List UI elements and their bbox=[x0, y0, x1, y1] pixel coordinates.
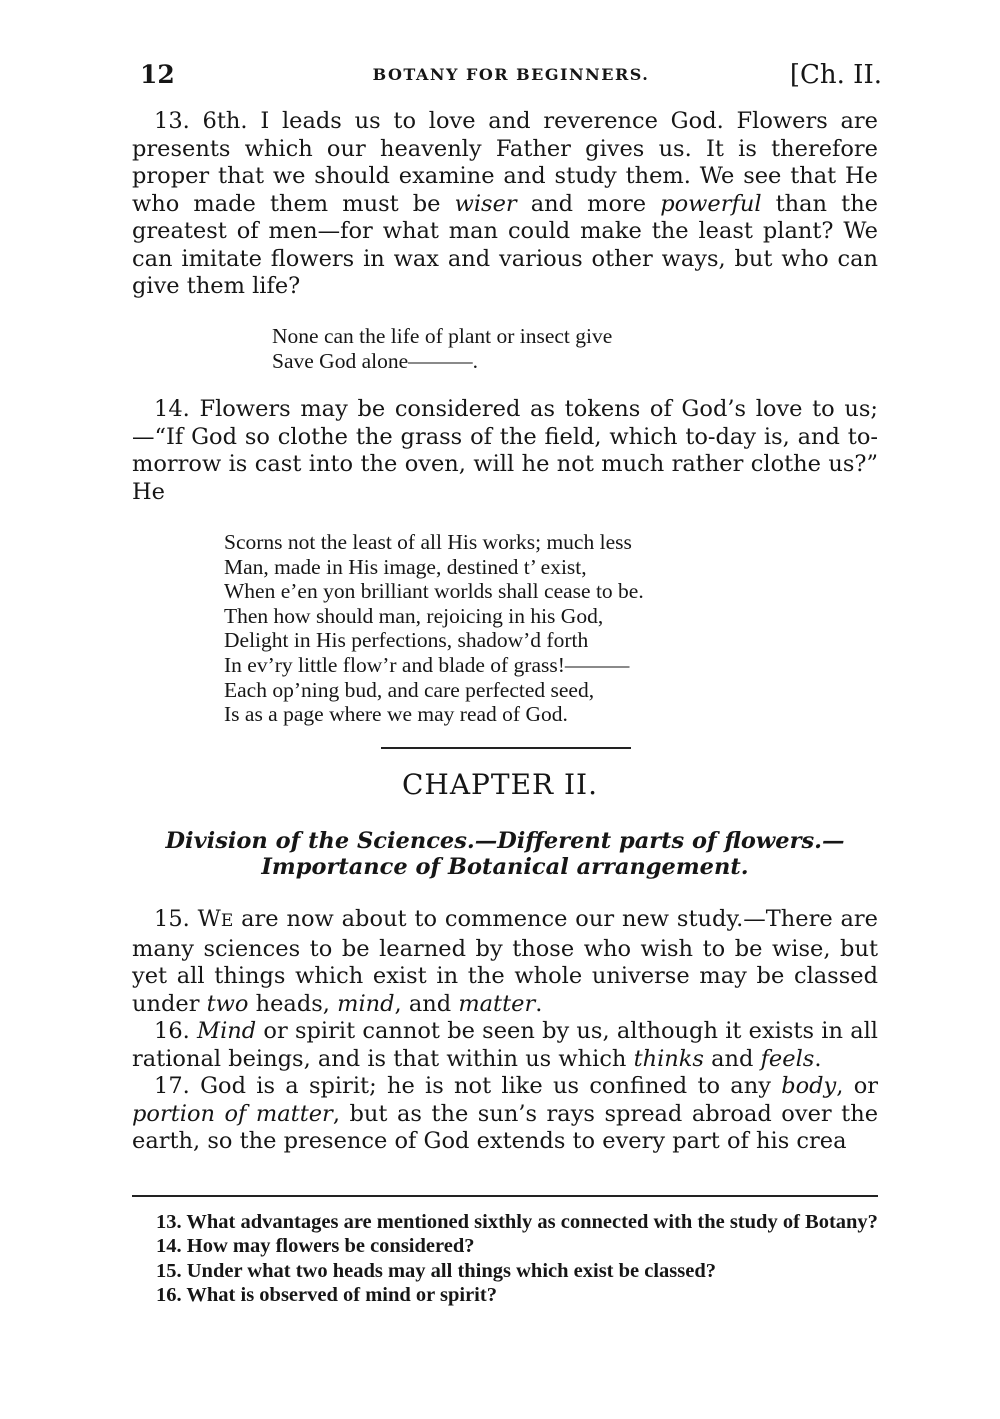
verse-line: Each op’ning bud, and care perfected seed, bbox=[224, 677, 595, 702]
paragraph-text: than the greatest of men—for what man could make the least plant? We can imitate flowers in wax and various other ways, but who can give them life? bbox=[132, 190, 878, 299]
verse-line: Scorns not the least of all His works; much less bbox=[224, 530, 632, 554]
small-caps: E bbox=[220, 911, 234, 931]
verse-line: Man, made in His image, destined t’ exist, bbox=[224, 554, 587, 579]
paragraph-text: and more bbox=[516, 190, 661, 217]
chapter-subtitle: Division of the Sciences.—Different parts of flowers.—Importance of Botanical arrangement. bbox=[165, 828, 845, 880]
emphasis-mind: mind bbox=[337, 990, 395, 1017]
paragraphs-15-17 bbox=[132, 906, 878, 1156]
emphasis-mind: Mind bbox=[197, 1018, 257, 1044]
question-number: 14. bbox=[156, 1235, 182, 1258]
page-number: 12 bbox=[140, 60, 175, 89]
drop-initial: W bbox=[197, 906, 221, 932]
question-item bbox=[132, 1283, 878, 1307]
paragraph-text: , and bbox=[394, 990, 459, 1017]
verse-line: Then how should man, rejoicing in his God, bbox=[224, 603, 604, 628]
question-item bbox=[132, 1210, 878, 1234]
paragraph-15 bbox=[132, 906, 878, 1018]
emphasis-wiser: wiser bbox=[454, 190, 517, 217]
emphasis-portion-of-matter: portion of matter bbox=[132, 1100, 333, 1127]
question-text: What is observed of mind or spirit? bbox=[186, 1283, 497, 1306]
verse-line: None can the life of plant or insect give bbox=[272, 324, 613, 348]
emphasis-two: two bbox=[206, 990, 249, 1017]
paragraph-text: heads, bbox=[248, 990, 338, 1017]
running-title: BOTANY FOR BEGINNERS. bbox=[372, 65, 650, 84]
paragraph-text: 6th. I leads us to love and reverence God. Flowers are presents which our heavenly Father gives us. It is therefore proper that we should examine and study them. We see that He who made them must be bbox=[132, 108, 878, 217]
paragraph-text: . bbox=[535, 990, 543, 1017]
paragraph-text: or spirit cannot be seen by us, although it exists in all rational beings, and is that within us which bbox=[132, 1018, 878, 1072]
verse-quotation-2 bbox=[224, 530, 644, 727]
paragraph-text: are now about to commence our new study.—There are many sciences to be learned by those who wish to be wise, but yet all things which exist in the whole universe may be classed under bbox=[132, 906, 878, 1017]
running-header bbox=[140, 60, 882, 92]
question-text: What advantages are mentioned sixthly as connected with the study of Botany? bbox=[186, 1211, 878, 1233]
section-divider bbox=[381, 747, 631, 749]
emphasis-matter: matter bbox=[458, 990, 536, 1017]
verse-quotation-1 bbox=[272, 324, 612, 373]
paragraph-number: 17. bbox=[154, 1073, 190, 1099]
verse-line: Delight in His perfections, shadow’d forth bbox=[224, 628, 589, 653]
paragraph-text: , but as the sun’s rays spread abroad over the earth, so the presence of God extends to every part of his crea bbox=[132, 1100, 879, 1154]
verse-line: When e’en yon brilliant worlds shall cease to be. bbox=[224, 579, 644, 604]
review-questions bbox=[132, 1210, 878, 1307]
question-number: 15. bbox=[156, 1259, 182, 1282]
verse-line: In ev’ry little flow’r and blade of grass!——— bbox=[224, 652, 630, 677]
question-number: 13. bbox=[156, 1211, 182, 1233]
paragraph-number: 16. bbox=[154, 1018, 190, 1044]
question-text: How may flowers be considered? bbox=[186, 1235, 475, 1258]
chapter-reference: [Ch. II. bbox=[789, 60, 882, 90]
paragraph-17 bbox=[132, 1073, 878, 1156]
paragraph-text: , or bbox=[836, 1073, 879, 1099]
paragraph-13 bbox=[132, 108, 878, 301]
footnote-rule bbox=[132, 1195, 878, 1197]
emphasis-thinks: thinks bbox=[633, 1045, 704, 1072]
question-text: Under what two heads may all things which exist be classed? bbox=[186, 1259, 716, 1282]
verse-line: Save God alone———. bbox=[272, 348, 479, 373]
question-number: 16. bbox=[156, 1283, 182, 1306]
paragraph-text: and bbox=[703, 1045, 761, 1072]
paragraph-number: 13. bbox=[154, 108, 190, 134]
paragraph-text: . bbox=[814, 1045, 822, 1072]
emphasis-body: body bbox=[781, 1073, 837, 1099]
paragraph-14 bbox=[132, 396, 878, 506]
paragraph-number: 15. bbox=[154, 906, 190, 932]
emphasis-powerful: powerful bbox=[660, 190, 762, 217]
paragraph-text: Flowers may be considered as tokens of God’s love to us;—“If God so clothe the grass of the field, which to-day is, and to-morrow is cast into the oven, will he not much rather clothe us?” He bbox=[132, 396, 878, 505]
question-item bbox=[132, 1234, 878, 1258]
question-item bbox=[132, 1259, 878, 1283]
emphasis-feels: feels bbox=[760, 1045, 815, 1072]
paragraph-text: God is a spirit; he is not like us confined to any bbox=[189, 1073, 782, 1099]
paragraph-number: 14. bbox=[154, 396, 190, 422]
paragraph-16 bbox=[132, 1018, 878, 1073]
verse-line: Is as a page where we may read of God. bbox=[224, 702, 568, 727]
chapter-title: CHAPTER II. bbox=[401, 768, 599, 801]
